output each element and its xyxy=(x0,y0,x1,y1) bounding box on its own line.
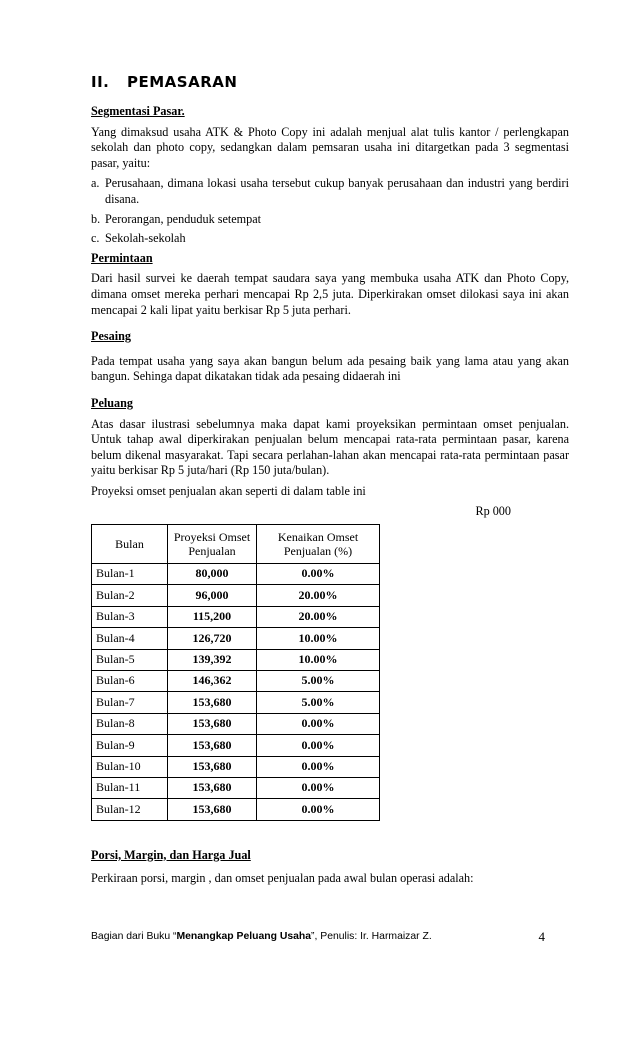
table-row xyxy=(92,564,380,585)
cell-kenaikan: 0.00% xyxy=(257,756,380,777)
cell-bulan: Bulan-11 xyxy=(92,777,168,798)
cell-kenaikan: 10.00% xyxy=(257,649,380,670)
header-bulan: Bulan xyxy=(92,525,168,564)
cell-proyeksi: 115,200 xyxy=(168,606,257,627)
cell-kenaikan: 0.00% xyxy=(257,799,380,820)
footer-book-title: Menangkap Peluang Usaha xyxy=(176,931,312,942)
header-kenaikan: Kenaikan Omset Penjualan (%) xyxy=(257,525,380,564)
segment-text: Perorangan, penduduk setempat xyxy=(105,211,262,226)
permintaan-heading: Permintaan xyxy=(91,250,153,265)
table-row xyxy=(92,735,380,756)
cell-kenaikan: 5.00% xyxy=(257,671,380,692)
peluang-heading: Peluang xyxy=(91,395,133,410)
table-unit: Rp 000 xyxy=(475,504,511,519)
table-row xyxy=(92,649,380,670)
segment-item xyxy=(91,231,569,247)
table-row xyxy=(92,756,380,777)
cell-kenaikan: 20.00% xyxy=(257,585,380,606)
footer-suffix: ”, Penulis: Ir. Harmaizar Z. xyxy=(311,931,432,942)
segment-text: Sekolah-sekolah xyxy=(105,231,186,246)
segment-marker: b. xyxy=(91,211,101,226)
segment-marker: a. xyxy=(91,176,100,191)
permintaan-text: Dari hasil survei ke daerah tempat saudara saya yang membuka usaha ATK dan Photo Copy, dimana omset mereka perhari mencapai Rp 2,5 juta. Diperkirakan omset dilokasi saya ini akan mencapai 2 kali lipat yaitu berkisar Rp 5 juta perhari. xyxy=(91,271,569,317)
cell-proyeksi: 153,680 xyxy=(168,777,257,798)
section-number: II. xyxy=(91,73,110,91)
document-page xyxy=(91,72,569,892)
table-row xyxy=(92,628,380,649)
porsi-heading: Porsi, Margin, dan Harga Jual xyxy=(91,847,251,862)
table-row xyxy=(92,671,380,692)
cell-bulan: Bulan-7 xyxy=(92,692,168,713)
segment-item xyxy=(91,212,569,228)
cell-bulan: Bulan-12 xyxy=(92,799,168,820)
section-title xyxy=(91,72,569,92)
pesaing-heading: Pesaing xyxy=(91,329,131,344)
cell-kenaikan: 5.00% xyxy=(257,692,380,713)
cell-kenaikan: 0.00% xyxy=(257,713,380,734)
page-number: 4 xyxy=(538,929,545,944)
cell-bulan: Bulan-8 xyxy=(92,713,168,734)
header-proyeksi: Proyeksi Omset Penjualan xyxy=(168,525,257,564)
cell-bulan: Bulan-4 xyxy=(92,628,168,649)
table-intro: Proyeksi omset penjualan akan seperti di dalam table ini xyxy=(91,483,366,498)
segmentasi-intro: Yang dimaksud usaha ATK & Photo Copy ini adalah menjual alat tulis kantor / perlengkapan sekolah dan photo copy, sedangkan dalam pemsaran usaha ini ditargetkan pada 3 segmentasi pasar, yaitu: xyxy=(91,124,569,170)
cell-proyeksi: 80,000 xyxy=(168,564,257,585)
table-row xyxy=(92,777,380,798)
projection-table xyxy=(91,524,380,821)
cell-proyeksi: 153,680 xyxy=(168,713,257,734)
cell-kenaikan: 10.00% xyxy=(257,628,380,649)
footer-prefix: Bagian dari Buku “ xyxy=(91,931,177,942)
peluang-text: Atas dasar ilustrasi sebelumnya maka dapat kami proyeksikan permintaan omset penjualan. Untuk tahap awal diperkirakan penjualan belum mencapai rata-rata permintaan pasar, karena belum dikenal masyarakat. Tapi secara perlahan-lahan akan mencapai rata-rata permintaan pasar yaitu berkisar Rp 5 juta/hari (Rp 150 juta/bulan). xyxy=(91,416,569,478)
cell-bulan: Bulan-9 xyxy=(92,735,168,756)
cell-proyeksi: 146,362 xyxy=(168,671,257,692)
cell-proyeksi: 153,680 xyxy=(168,735,257,756)
table-row xyxy=(92,606,380,627)
cell-proyeksi: 96,000 xyxy=(168,585,257,606)
cell-bulan: Bulan-5 xyxy=(92,649,168,670)
cell-bulan: Bulan-3 xyxy=(92,606,168,627)
segmentasi-heading: Segmentasi Pasar. xyxy=(91,104,185,118)
cell-proyeksi: 153,680 xyxy=(168,799,257,820)
segment-marker: c. xyxy=(91,231,100,246)
table-row xyxy=(92,585,380,606)
pesaing-text: Pada tempat usaha yang saya akan bangun belum ada pesaing baik yang lama atau yang akan bangun. Sehinga dapat dikatakan tidak ada pesaing didaerah ini xyxy=(91,353,569,384)
segment-item xyxy=(91,176,569,207)
segment-text: Perusahaan, dimana lokasi usaha tersebut cukup banyak perusahaan dan industri yang berdiri disana. xyxy=(105,176,569,206)
cell-proyeksi: 153,680 xyxy=(168,692,257,713)
cell-proyeksi: 126,720 xyxy=(168,628,257,649)
cell-bulan: Bulan-2 xyxy=(92,585,168,606)
table-row xyxy=(92,692,380,713)
cell-kenaikan: 0.00% xyxy=(257,777,380,798)
table-row xyxy=(92,799,380,820)
cell-kenaikan: 20.00% xyxy=(257,606,380,627)
cell-kenaikan: 0.00% xyxy=(257,564,380,585)
table-header-row xyxy=(92,525,380,564)
cell-bulan: Bulan-6 xyxy=(92,671,168,692)
section-name: PEMASARAN xyxy=(127,73,238,91)
cell-bulan: Bulan-1 xyxy=(92,564,168,585)
cell-bulan: Bulan-10 xyxy=(92,756,168,777)
cell-proyeksi: 139,392 xyxy=(168,649,257,670)
page-footer xyxy=(91,931,569,942)
segment-list xyxy=(91,176,569,246)
porsi-text: Perkiraan porsi, margin , dan omset penjualan pada awal bulan operasi adalah: xyxy=(91,871,474,886)
cell-kenaikan: 0.00% xyxy=(257,735,380,756)
cell-proyeksi: 153,680 xyxy=(168,756,257,777)
table-row xyxy=(92,713,380,734)
